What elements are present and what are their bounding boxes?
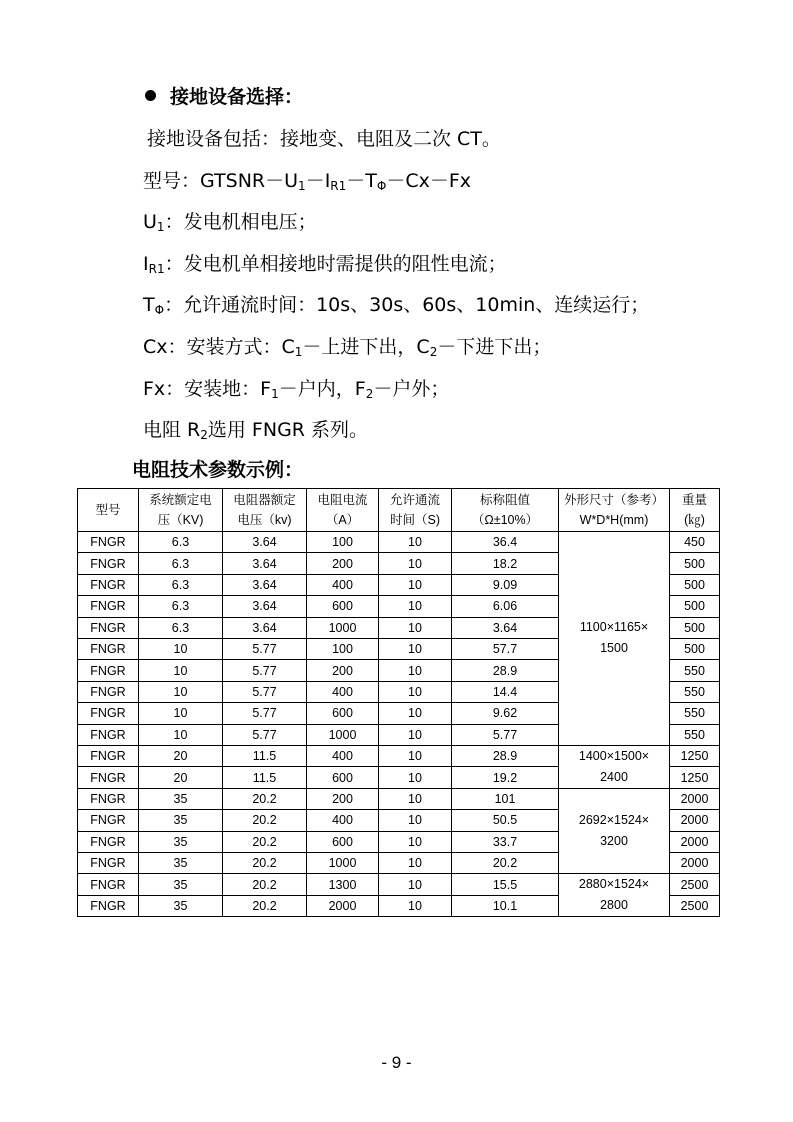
table-cell: 10 — [139, 638, 223, 659]
table-cell: FNGR — [78, 681, 139, 702]
table-cell: FNGR — [78, 745, 139, 767]
table-cell: 101 — [452, 788, 559, 809]
table-cell: 2000 — [670, 810, 720, 831]
table-cell: FNGR — [78, 660, 139, 681]
table-cell: 10.1 — [452, 895, 559, 917]
table-cell: 1000 — [307, 853, 379, 874]
table-cell: 550 — [670, 660, 720, 681]
table-cell: 5.77 — [223, 703, 307, 724]
table-cell: 200 — [307, 788, 379, 809]
table-cell: 5.77 — [223, 681, 307, 702]
table-cell: FNGR — [78, 767, 139, 789]
table-cell: 3.64 — [223, 574, 307, 595]
table-header-cell: 重量 (㎏) — [670, 489, 720, 532]
table-cell: 10 — [379, 767, 452, 789]
table-cell: 20.2 — [223, 853, 307, 874]
table-cell: FNGR — [78, 596, 139, 617]
table-row — [78, 788, 720, 809]
table-cell: 10 — [379, 853, 452, 874]
table-cell: 35 — [139, 853, 223, 874]
table-cell: 10 — [379, 532, 452, 553]
model-line: 型号：$GTSNR-U_1-I_{R1}-T_\Phi-Cx-Fx$ — [143, 170, 472, 193]
table-header-cell: 电阻电流 （A） — [307, 489, 379, 532]
table-cell: 6.3 — [139, 596, 223, 617]
table-cell: 20.2 — [223, 810, 307, 831]
table-cell: 10 — [139, 724, 223, 745]
table-cell: 550 — [670, 681, 720, 702]
table-cell: 10 — [379, 660, 452, 681]
table-cell: 500 — [670, 638, 720, 659]
table-cell: 50.5 — [452, 810, 559, 831]
table-cell: 600 — [307, 831, 379, 852]
table-cell: 20.2 — [452, 853, 559, 874]
table-cell: 11.5 — [223, 767, 307, 789]
table-cell: 400 — [307, 810, 379, 831]
table-cell: 6.3 — [139, 574, 223, 595]
table-header-cell: 外形尺寸（参考） W*D*H(mm) — [559, 489, 670, 532]
table-cell: 20.2 — [223, 831, 307, 852]
table-cell: 10 — [379, 745, 452, 767]
table-cell: 3.64 — [223, 617, 307, 638]
table-cell: 200 — [307, 660, 379, 681]
page-number: - 9 - — [381, 1053, 412, 1072]
table-cell: 5.77 — [452, 724, 559, 745]
table-cell: 2000 — [307, 895, 379, 917]
table-cell: 10 — [379, 831, 452, 852]
table-cell: 14.4 — [452, 681, 559, 702]
table-cell: FNGR — [78, 831, 139, 852]
table-cell: 10 — [379, 724, 452, 745]
table-cell: 1300 — [307, 874, 379, 896]
table-cell: 10 — [139, 703, 223, 724]
table-cell: 18.2 — [452, 553, 559, 574]
table-cell: 35 — [139, 810, 223, 831]
table-cell: 20.2 — [223, 874, 307, 896]
table-cell: FNGR — [78, 617, 139, 638]
table-cell: 1250 — [670, 767, 720, 789]
table-cell: 36.4 — [452, 532, 559, 553]
table-cell: 6.3 — [139, 553, 223, 574]
table-cell: FNGR — [78, 874, 139, 896]
table-header-cell: 电阻器额定 电压（kv) — [223, 489, 307, 532]
table-cell: 1000 — [307, 724, 379, 745]
table-cell: 3.64 — [452, 617, 559, 638]
tphi-line: $T_\Phi$：允许通流时间：10s、30s、60s、10min、连续运行； — [143, 294, 650, 317]
table-cell: FNGR — [78, 532, 139, 553]
table-cell: 550 — [670, 724, 720, 745]
table-cell: 19.2 — [452, 767, 559, 789]
r2-line: 电阻 $R_2$选用 FNGR 系列。 — [143, 419, 369, 442]
table-cell: 2000 — [670, 788, 720, 809]
table-cell: 9.62 — [452, 703, 559, 724]
table-cell: 5.77 — [223, 638, 307, 659]
table-cell: 3.64 — [223, 596, 307, 617]
table-cell: 500 — [670, 596, 720, 617]
section-heading — [145, 82, 303, 109]
table-cell: FNGR — [78, 853, 139, 874]
table-cell: 35 — [139, 788, 223, 809]
table-cell: 28.9 — [452, 660, 559, 681]
table-cell: 1250 — [670, 745, 720, 767]
table-cell: 1000 — [307, 617, 379, 638]
table-cell: 35 — [139, 874, 223, 896]
table-header-cell: 型号 — [78, 489, 139, 532]
table-cell: 6.3 — [139, 617, 223, 638]
table-cell: 400 — [307, 745, 379, 767]
table-cell: 400 — [307, 681, 379, 702]
table-cell: 200 — [307, 553, 379, 574]
table-cell: 10 — [379, 703, 452, 724]
table-cell: 10 — [379, 895, 452, 917]
spec-table — [77, 488, 720, 917]
table-cell: 6.06 — [452, 596, 559, 617]
intro-line: 接地设备包括：接地变、电阻及二次 CT。 — [147, 128, 501, 150]
table-cell: 33.7 — [452, 831, 559, 852]
table-cell: FNGR — [78, 810, 139, 831]
table-cell: 600 — [307, 703, 379, 724]
table-header-cell: 允许通流 时间（S) — [379, 489, 452, 532]
table-cell: 6.3 — [139, 532, 223, 553]
table-cell: 100 — [307, 638, 379, 659]
table-cell: 35 — [139, 895, 223, 917]
table-cell: 10 — [139, 681, 223, 702]
table-cell: 100 — [307, 532, 379, 553]
table-cell: FNGR — [78, 638, 139, 659]
table-row — [78, 874, 720, 896]
table-cell: 10 — [379, 574, 452, 595]
table-cell: 15.5 — [452, 874, 559, 896]
table-cell: 9.09 — [452, 574, 559, 595]
table-cell: 600 — [307, 596, 379, 617]
table-cell: 10 — [379, 681, 452, 702]
table-cell: 28.9 — [452, 745, 559, 767]
table-cell: 2500 — [670, 895, 720, 917]
table-row — [78, 532, 720, 553]
table-title: 电阻技术参数示例： — [132, 459, 304, 481]
table-cell: 20 — [139, 767, 223, 789]
table-cell: 10 — [379, 596, 452, 617]
bullet-icon — [145, 90, 156, 101]
table-cell: 11.5 — [223, 745, 307, 767]
table-cell: 5.77 — [223, 724, 307, 745]
table-cell: 500 — [670, 617, 720, 638]
table-cell: 2000 — [670, 831, 720, 852]
table-row — [78, 745, 720, 767]
table-cell: 10 — [379, 874, 452, 896]
table-cell: 10 — [379, 638, 452, 659]
cx-line: Cx：安装方式：$C_1-$上进下出，$C_2-$下进下出； — [143, 336, 552, 359]
table-cell: 500 — [670, 574, 720, 595]
table-cell: 10 — [379, 810, 452, 831]
dimension-cell: 1100×1165× 1500 — [559, 532, 670, 746]
table-cell: 20 — [139, 745, 223, 767]
table-cell: 550 — [670, 703, 720, 724]
table-cell: FNGR — [78, 788, 139, 809]
table-cell: FNGR — [78, 724, 139, 745]
table-cell: 450 — [670, 532, 720, 553]
table-cell: 5.77 — [223, 660, 307, 681]
table-cell: FNGR — [78, 895, 139, 917]
table-cell: 20.2 — [223, 895, 307, 917]
table-cell: 600 — [307, 767, 379, 789]
dimension-cell: 1400×1500× 2400 — [559, 745, 670, 788]
table-header-row — [78, 489, 720, 532]
table-cell: 3.64 — [223, 532, 307, 553]
fx-line: Fx：安装地：$F_1-$户内，$F_2-$户外； — [143, 378, 450, 401]
table-cell: 10 — [379, 553, 452, 574]
ir1-line: $I_{R1}$：发电机单相接地时需提供的阻性电流； — [143, 253, 507, 276]
table-cell: 3.64 — [223, 553, 307, 574]
table-cell: 10 — [379, 617, 452, 638]
table-cell: FNGR — [78, 553, 139, 574]
table-cell: 2500 — [670, 874, 720, 896]
dimension-cell: 2692×1524× 3200 — [559, 788, 670, 874]
table-cell: 10 — [139, 660, 223, 681]
table-cell: 400 — [307, 574, 379, 595]
table-cell: FNGR — [78, 703, 139, 724]
table-cell: 35 — [139, 831, 223, 852]
table-cell: 500 — [670, 553, 720, 574]
table-cell: 57.7 — [452, 638, 559, 659]
table-cell: 2000 — [670, 853, 720, 874]
section-heading-text: 接地设备选择： — [170, 86, 304, 108]
table-cell: 20.2 — [223, 788, 307, 809]
u1-line: $U_1$：发电机相电压； — [143, 211, 317, 234]
dimension-cell: 2880×1524× 2800 — [559, 874, 670, 917]
table-header-cell: 标称阻值 （Ω±10%） — [452, 489, 559, 532]
table-cell: FNGR — [78, 574, 139, 595]
table-cell: 10 — [379, 788, 452, 809]
table-header-cell: 系统额定电 压（KV) — [139, 489, 223, 532]
